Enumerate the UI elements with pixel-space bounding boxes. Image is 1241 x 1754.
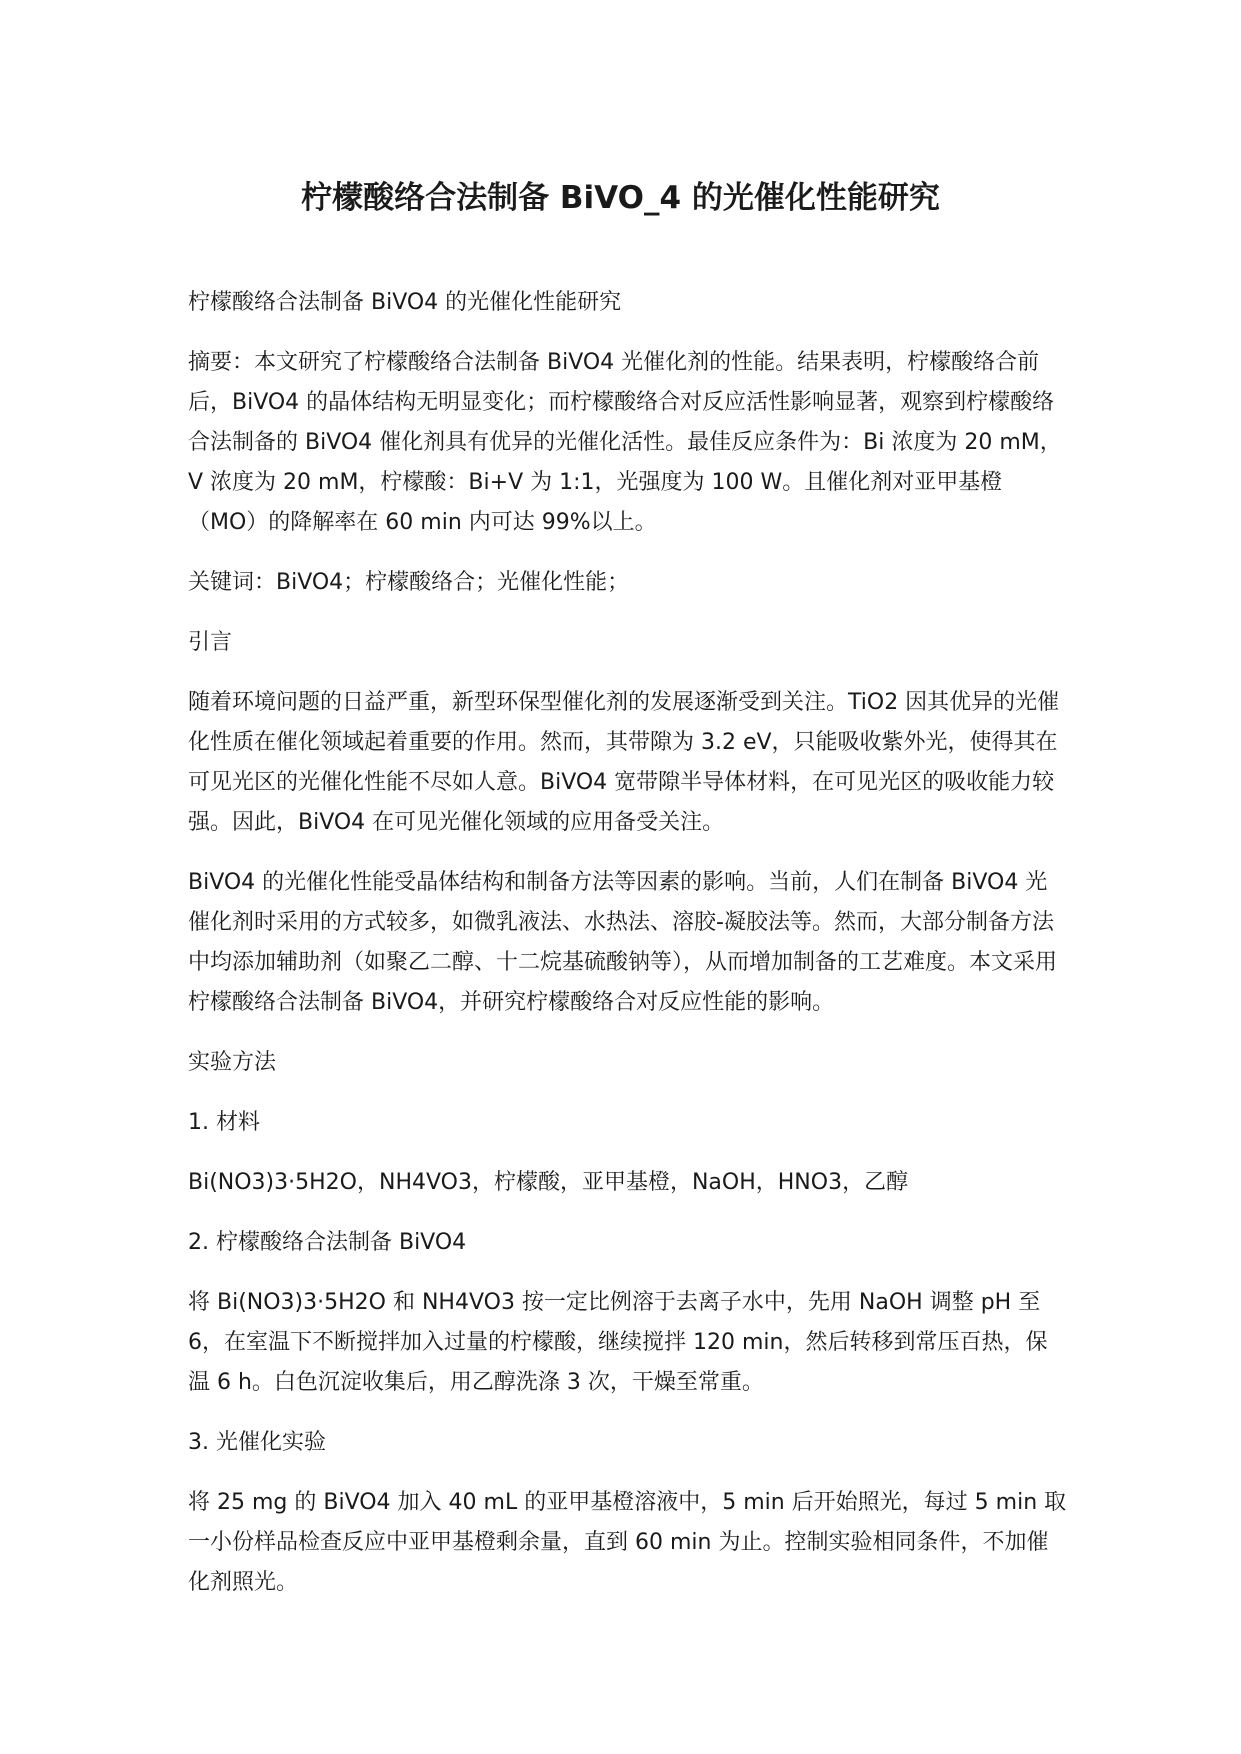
preparation-paragraph: 将 Bi(NO3)3·5H2O 和 NH4VO3 按一定比例溶于去离子水中，先用 NaOH 调整 pH 至 6，在室温下不断搅拌加入过量的柠檬酸，继续搅拌 120 min，然后转移到常压百热，保温 6 h。白色沉淀收集后，用乙醇洗涤 3 次，干燥至常重。 xyxy=(188,1290,1048,1395)
section-heading-introduction: 引言 xyxy=(188,630,233,655)
introduction-paragraph-2: BiVO4 的光催化性能受晶体结构和制备方法等因素的影响。当前，人们在制备 BiVO4 光催化剂时采用的方式较多，如微乳液法、水热法、溶胶-凝胶法等。然而，大部分制备方法中均添加辅助剂（如聚乙二醇、十二烷基硫酸钠等），从而增加制备的工艺难度。本文采用柠檬酸络合法制备 BiVO4，并研究柠檬酸络合对反应性能的影响。 xyxy=(188,870,1058,1015)
subsection-heading-preparation: 2. 柠檬酸络合法制备 BiVO4 xyxy=(188,1230,467,1255)
subsection-heading-photocatalysis: 3. 光催化实验 xyxy=(188,1430,326,1455)
document-body xyxy=(188,283,1068,1623)
photocatalysis-paragraph: 将 25 mg 的 BiVO4 加入 40 mL 的亚甲基橙溶液中，5 min 后开始照光，每过 5 min 取一小份样品检查反应中亚甲基橙剩余量，直到 60 min 为止。控制实验相同条件，不加催化剂照光。 xyxy=(188,1490,1067,1595)
subsection-heading-materials: 1. 材料 xyxy=(188,1110,260,1135)
introduction-paragraph-1: 随着环境问题的日益严重，新型环保型催化剂的发展逐渐受到关注。TiO2 因其优异的光催化性质在催化领域起着重要的作用。然而，其带隙为 3.2 eV，只能吸收紫外光，使得其在可见光区的光催化性能不尽如人意。BiVO4 宽带隙半导体材料，在可见光区的吸收能力较强。因此，BiVO4 在可见光催化领域的应用备受关注。 xyxy=(188,690,1060,835)
keywords-paragraph: 关键词：BiVO4；柠檬酸络合；光催化性能； xyxy=(188,570,630,595)
document-title: 柠檬酸络合法制备 BiVO_4 的光催化性能研究 xyxy=(301,180,940,216)
subtitle-paragraph: 柠檬酸络合法制备 BiVO4 的光催化性能研究 xyxy=(188,290,622,315)
abstract-paragraph: 摘要：本文研究了柠檬酸络合法制备 BiVO4 光催化剂的性能。结果表明，柠檬酸络合前后，BiVO4 的晶体结构无明显变化；而柠檬酸络合对反应活性影响显著，观察到柠檬酸络合法制备的 BiVO4 催化剂具有优异的光催化活性。最佳反应条件为：Bi 浓度为 20 mM，V 浓度为 20 mM，柠檬酸：Bi+V 为 1:1，光强度为 100 W。且催化剂对亚甲基橙（MO）的降解率在 60 min 内可达 99%以上。 xyxy=(188,350,1062,535)
materials-paragraph: Bi(NO3)3·5H2O，NH4VO3，柠檬酸，亚甲基橙，NaOH，HNO3，乙醇 xyxy=(188,1170,909,1195)
section-heading-methods: 实验方法 xyxy=(188,1050,277,1075)
